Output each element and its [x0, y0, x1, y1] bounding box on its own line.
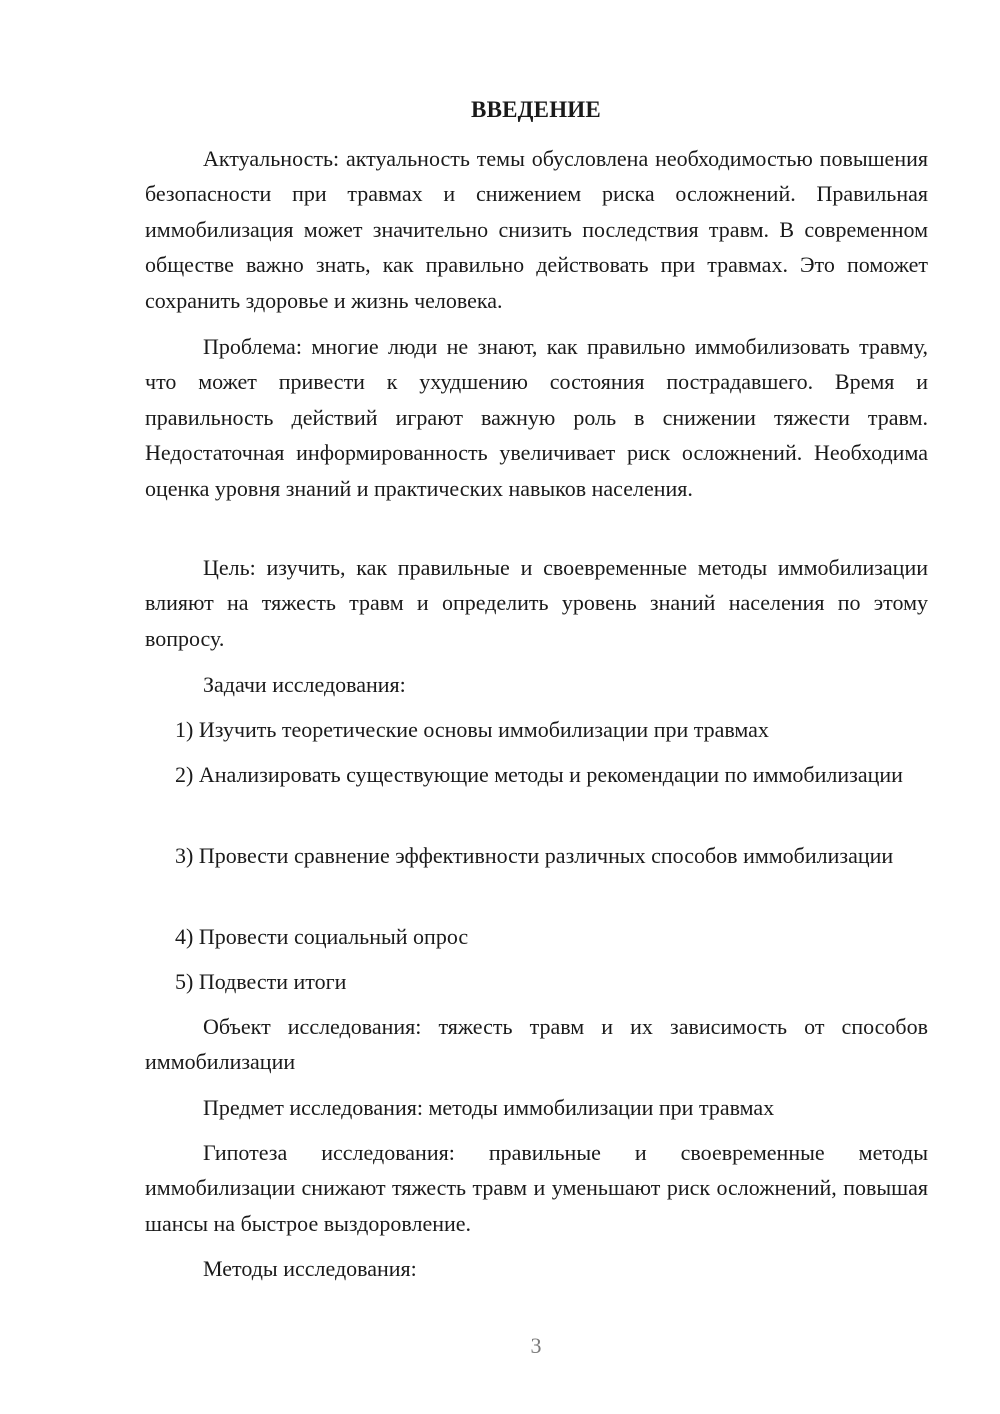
object-paragraph: Объект исследования: тяжесть травм и их зависимость от способов иммобилизации [145, 1014, 928, 1075]
problem-paragraph: Проблема: многие люди не знают, как правильно иммобилизовать травму, что может привести к ухудшению состояния пострадавшего. Время и правильность действий играют важную роль в снижении тяжести травм. Недостаточная информированность увеличивает риск осложнений. Необходима оценка уровня знаний и практических навыков населения. [145, 334, 928, 501]
subject-paragraph: Предмет исследования: методы иммобилизации при травмах [203, 1095, 775, 1120]
page-number: 3 [530, 1333, 542, 1358]
task-item-4: 4) Провести социальный опрос [175, 924, 469, 949]
relevance-paragraph: Актуальность: актуальность темы обусловлена необходимостью повышения безопасности при травмах и снижением риска осложнений. Правильная иммобилизация может значительно снизить последствия травм. В современном обществе важно знать, как правильно действовать при травмах. Это поможет сохранить здоровье и жизнь человека. [145, 146, 928, 313]
task-item-5: 5) Подвести итоги [175, 969, 347, 994]
tasks-heading: Задачи исследования: [203, 672, 406, 697]
task-item-2: 2) Анализировать существующие методы и рекомендации по иммобилизации [175, 762, 903, 787]
methods-heading: Методы исследования: [203, 1256, 417, 1281]
page-title: ВВЕДЕНИЕ [471, 97, 601, 122]
task-item-1: 1) Изучить теоретические основы иммобилизации при травмах [175, 717, 769, 742]
goal-paragraph: Цель: изучить, как правильные и своевременные методы иммобилизации влияют на тяжесть травм и определить уровень знаний населения по этому вопросу. [145, 555, 928, 651]
hypothesis-paragraph: Гипотеза исследования: правильные и своевременные методы иммобилизации снижают тяжесть травм и уменьшают риск осложнений, повышая шансы на быстрое выздоровление. [145, 1140, 928, 1236]
task-item-3: 3) Провести сравнение эффективности различных способов иммобилизации [175, 843, 894, 868]
